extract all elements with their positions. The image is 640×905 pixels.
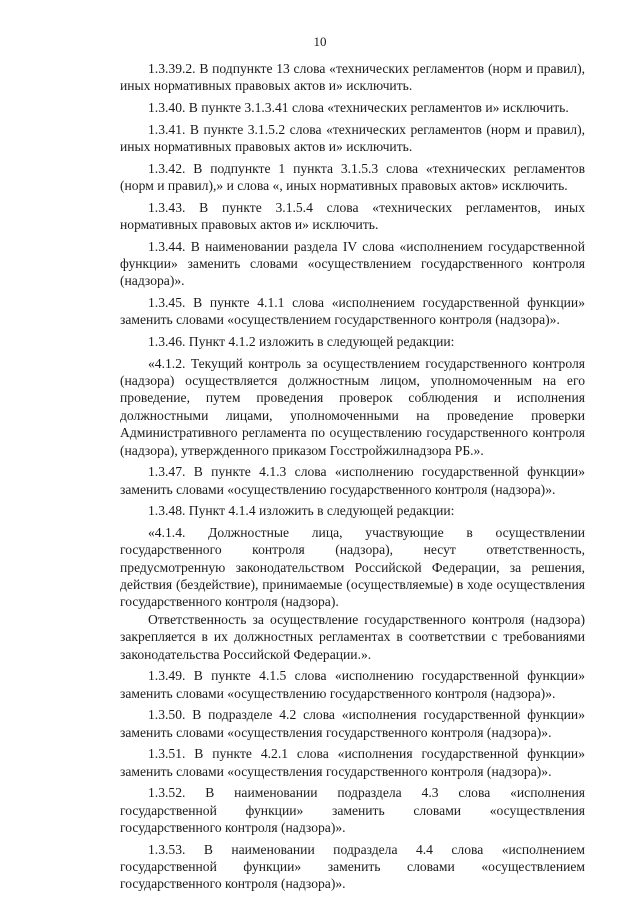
paragraph-1-3-47: 1.3.47. В пункте 4.1.3 слова «исполнению государственной функции» заменить словами «осуществлению государственного контроля (надзора)». [120,464,585,497]
paragraph-1-3-49: 1.3.49. В пункте 4.1.5 слова «исполнению государственной функции» заменить словами «осуществлению государственного контроля (надзора)». [120,668,585,701]
paragraph-1-3-52: 1.3.52. В наименовании подраздела 4.3 слова «исполнения государственной функции» заменить словами «осуществления государственного контроля (надзора)». [120,785,585,836]
paragraph-1-3-39-2: 1.3.39.2. В подпункте 13 слова «технических регламентов (норм и правил), иных нормативных правовых актов и» исключить. [120,61,585,94]
quoted-paragraph-4-1-2: «4.1.2. Текущий контроль за осуществлением государственного контроля (надзора) осуществляется должностным лицом, уполномоченным на его проведение, путем проведения проверок соблюдения и исполнения должностными лицами, уполномоченными на проведение проверки Административного регламента по осуществлению государственного контроля (надзора), утвержденного приказом Госстройжилнадзора РБ.». [120,355,585,458]
paragraph-1-3-42: 1.3.42. В подпункте 1 пункта 3.1.5.3 слова «технических регламентов (норм и правил),» и слова «, иных нормативных правовых актов» исключить. [120,160,585,193]
quoted-paragraph-4-1-4-responsibility: Ответственность за осуществление государственного контроля (надзора) закрепляется в их должностных регламентах в соответствии с требованиями законодательства Российской Федерации.». [120,611,585,662]
paragraph-1-3-43: 1.3.43. В пункте 3.1.5.4 слова «технических регламентов, иных нормативных правовых актов и» исключить. [120,199,585,232]
page-number: 10 [313,34,327,49]
paragraph-1-3-53: 1.3.53. В наименовании подраздела 4.4 слова «исполнением государственной функции» заменить словами «осуществлением государственного контроля (надзора)». [120,841,585,892]
document-body [120,60,585,897]
paragraph-1-3-41: 1.3.41. В пункте 3.1.5.2 слова «технических регламентов (норм и правил), иных нормативных правовых актов и» исключить. [120,121,585,154]
paragraph-1-3-51: 1.3.51. В пункте 4.2.1 слова «исполнения государственной функции» заменить словами «осуществления государственного контроля (надзора)». [120,746,585,779]
paragraph-1-3-48: 1.3.48. Пункт 4.1.4 изложить в следующей редакции: [148,503,455,519]
quoted-paragraph-4-1-4: «4.1.4. Должностные лица, участвующие в осуществлении государственного контроля (надзора), несут ответственность, предусмотренную законодательством Российской Федерации, за решения, действия (бездействие), принимаемые (осуществляемые) в ходе осуществления государственного контроля (надзора). [120,524,585,610]
paragraph-1-3-50: 1.3.50. В подразделе 4.2 слова «исполнения государственной функции» заменить словами «осуществления государственного контроля (надзора)». [120,707,585,740]
paragraph-1-3-44: 1.3.44. В наименовании раздела IV слова «исполнением государственной функции» заменить словами «осуществлением государственного контроля (надзора)». [120,238,585,289]
paragraph-1-3-46: 1.3.46. Пункт 4.1.2 изложить в следующей редакции: [148,334,455,349]
paragraph-1-3-45: 1.3.45. В пункте 4.1.1 слова «исполнением государственной функции» заменить словами «осуществлением государственного контроля (надзора)». [120,295,585,328]
paragraph-1-3-40: 1.3.40. В пункте 3.1.3.41 слова «технических регламентов и» исключить. [148,100,569,115]
